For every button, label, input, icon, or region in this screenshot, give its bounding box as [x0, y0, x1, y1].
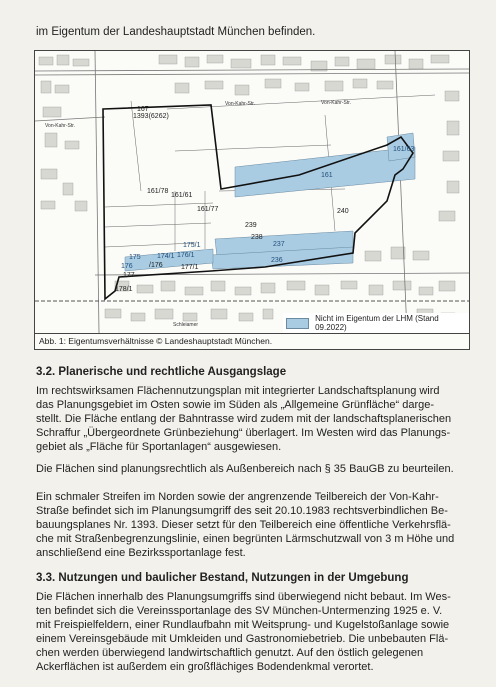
- parcel-label: 175/1: [183, 242, 201, 249]
- parcel-label: /176: [149, 262, 163, 269]
- parcel-label: 177/1: [181, 264, 199, 271]
- parcel-label: 237: [273, 241, 285, 248]
- text-line: bauungsplanes Nr. 1393. Dieser setzt für den Teilbereich eine öffentliche Verkehrsflä-: [36, 519, 451, 531]
- street-label: Schleiamer: [173, 322, 199, 328]
- parcel-label: 236: [271, 257, 283, 264]
- parcel-label: 178/1: [115, 286, 133, 293]
- text-line: Im rechtswirksamen Flächennutzungsplan mit integrierter Landschaftsplanung wird: [36, 385, 440, 397]
- text-line: Die Flächen sind planungsrechtlich als Außenbereich nach § 35 BauGB zu beurteilen.: [36, 463, 454, 475]
- street-label: Von-Kahr-Str.: [225, 101, 256, 107]
- parcel-label: 1393(6262): [133, 113, 169, 120]
- parcel-label: 161: [321, 172, 333, 179]
- parcel-label: 167: [137, 106, 149, 113]
- text-line: stellt. Die Fläche entlang der Bahntrasse wird zudem mit der landschaftsplanerischen: [36, 413, 452, 425]
- text-line: che mit Straßenbegrenzungslinie, einen begrünten Lärmschutzwall von 3 m Höhe und: [36, 533, 455, 545]
- paragraph: [36, 490, 466, 560]
- parcel-label: 161/63: [393, 146, 415, 153]
- parcel-label: 238: [251, 234, 263, 241]
- parcel-label: 161/78: [147, 188, 169, 195]
- parcel-label: 175: [129, 254, 141, 261]
- legend-swatch: [286, 318, 309, 329]
- text-line: gebiet als „Fläche für Sportanlagen“ ausgewiesen.: [36, 441, 282, 453]
- parcel-label: 239: [245, 222, 257, 229]
- text-line: das Planungsgebiet im Osten sowie im Süden als „Allgemeine Grünfläche“ darge-: [36, 399, 435, 411]
- section-heading-3-3: 3.3. Nutzungen und baulicher Bestand, Nutzungen in der Umgebung: [36, 572, 409, 584]
- paragraph: [36, 384, 466, 454]
- intro-text: im Eigentum der Landeshauptstadt München befinden.: [36, 26, 316, 38]
- street-label: Von-Kahr-Str.: [45, 123, 76, 129]
- parcel-label: 240: [337, 208, 349, 215]
- ownership-map: [35, 51, 469, 333]
- text-line: chen werden überwiegend landwirtschaftlich genutzt. Auf den östlich gelegenen: [36, 647, 424, 659]
- text-line: einem Vereinsgebäude mit Umkleiden und Gastronomiebetrieb. Die unbebauten Flä-: [36, 633, 449, 645]
- legend-label: Nicht im Eigentum der LHM (Stand 09.2022): [315, 314, 439, 332]
- text-line: Die Flächen innerhalb des Planungsumgriffs sind überwiegend nicht bebaut. Im Wes-: [36, 591, 451, 603]
- text-line: mit Freispielfeldern, einer Rundlaufbahn mit Weitsprung- und Kugelstoßanlage sowie: [36, 619, 450, 631]
- parcel-label: 176/1: [177, 252, 195, 259]
- text-line: ten befindet sich die Vereinssportanlage des SV München-Untermenzing 1925 e. V.: [36, 605, 443, 617]
- paragraph: [36, 590, 466, 674]
- figure-caption: Abb. 1: Eigentumsverhältnisse © Landeshauptstadt München.: [35, 333, 469, 348]
- parcel-label: 176: [121, 263, 133, 270]
- parcel-label: 174/1: [157, 253, 175, 260]
- paragraph: [36, 462, 466, 476]
- parcel-label: 177: [123, 272, 135, 279]
- map-legend: [283, 313, 469, 333]
- text-line: Ackerflächen ist außerdem ein großflächiges Bodendenkmal verortet.: [36, 661, 374, 673]
- parcel-label: 161/77: [197, 206, 219, 213]
- text-line: Straße befindet sich im Planungsumgriff des seit 20.10.1983 rechtsverbindlichen Be-: [36, 505, 448, 517]
- section-heading-3-2: 3.2. Planerische und rechtliche Ausgangslage: [36, 366, 287, 378]
- parcel-label: 161/61: [171, 192, 193, 199]
- street-label: Von-Kahr-Str.: [321, 100, 352, 106]
- text-line: Schraffur „Übergeordnete Grünbeziehung“ überlagert. Im Westen wird das Planungs-: [36, 427, 451, 439]
- ownership-map-figure: [34, 50, 470, 350]
- text-line: Ein schmaler Streifen im Norden sowie der angrenzende Teilbereich der Von-Kahr-: [36, 491, 439, 503]
- text-line: anschließend eine Bezirkssportanlage fest.: [36, 547, 246, 559]
